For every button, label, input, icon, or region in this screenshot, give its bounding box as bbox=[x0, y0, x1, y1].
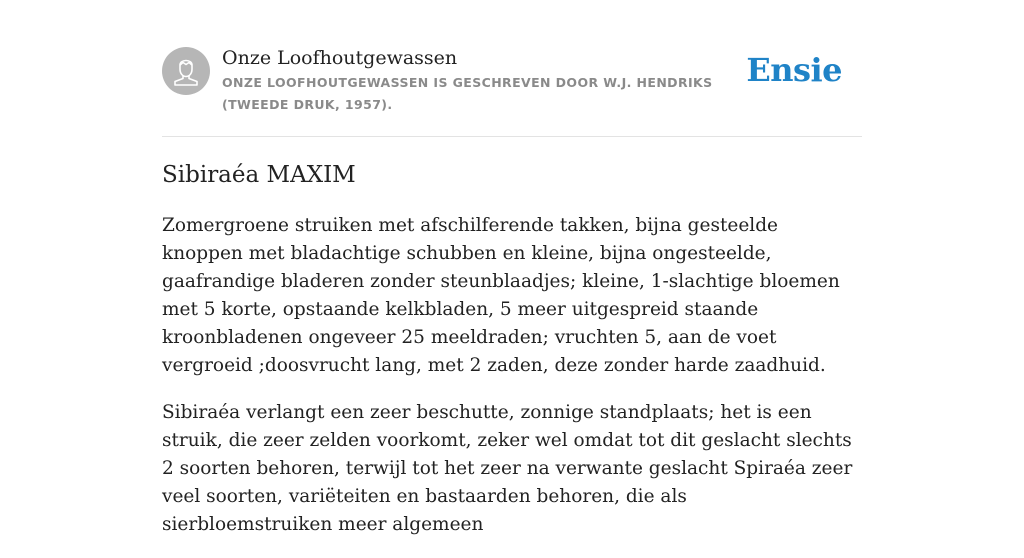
article-title: Sibiraéa MAXIM bbox=[162, 162, 356, 188]
user-icon bbox=[162, 47, 210, 95]
source-description: ONZE LOOFHOUTGEWASSEN IS GESCHREVEN DOOR W.J. HENDRIKS (TWEEDE DRUK, 1957). bbox=[222, 75, 713, 112]
article bbox=[162, 158, 862, 558]
source-header bbox=[162, 44, 862, 137]
source-title[interactable]: Onze Loofhoutgewassen bbox=[222, 47, 458, 69]
article-paragraph: Sibiraéa verlangt een zeer beschutte, zonnige standplaats; het is een struik, die zeer zelden voorkomt, zeker wel omdat tot dit geslacht slechts 2 soorten behoren, terwijl tot het zeer na verwante geslacht Spiraéa zeer veel soorten, variëteiten en bastaarden behoren, die als sierbloemstruiken meer algemeen bbox=[162, 402, 853, 535]
brand-logo[interactable]: Ensie bbox=[746, 51, 842, 89]
article-paragraph: Zomergroene struiken met afschilferende takken, bijna gesteelde knoppen met bladachtige schubben en kleine, bijna ongesteelde, gaafrandige bladeren zonder steunblaadjes; kleine, 1-slachtige bloemen met 5 korte, opstaande kelkbladen, 5 meer uitgespreid staande kroonbladenen ongeveer 25 meeldraden; vruchten 5, aan de voet vergroeid ;doosvrucht lang, met 2 zaden, deze zonder harde zaadhuid. bbox=[162, 215, 840, 376]
avatar[interactable] bbox=[162, 47, 210, 95]
